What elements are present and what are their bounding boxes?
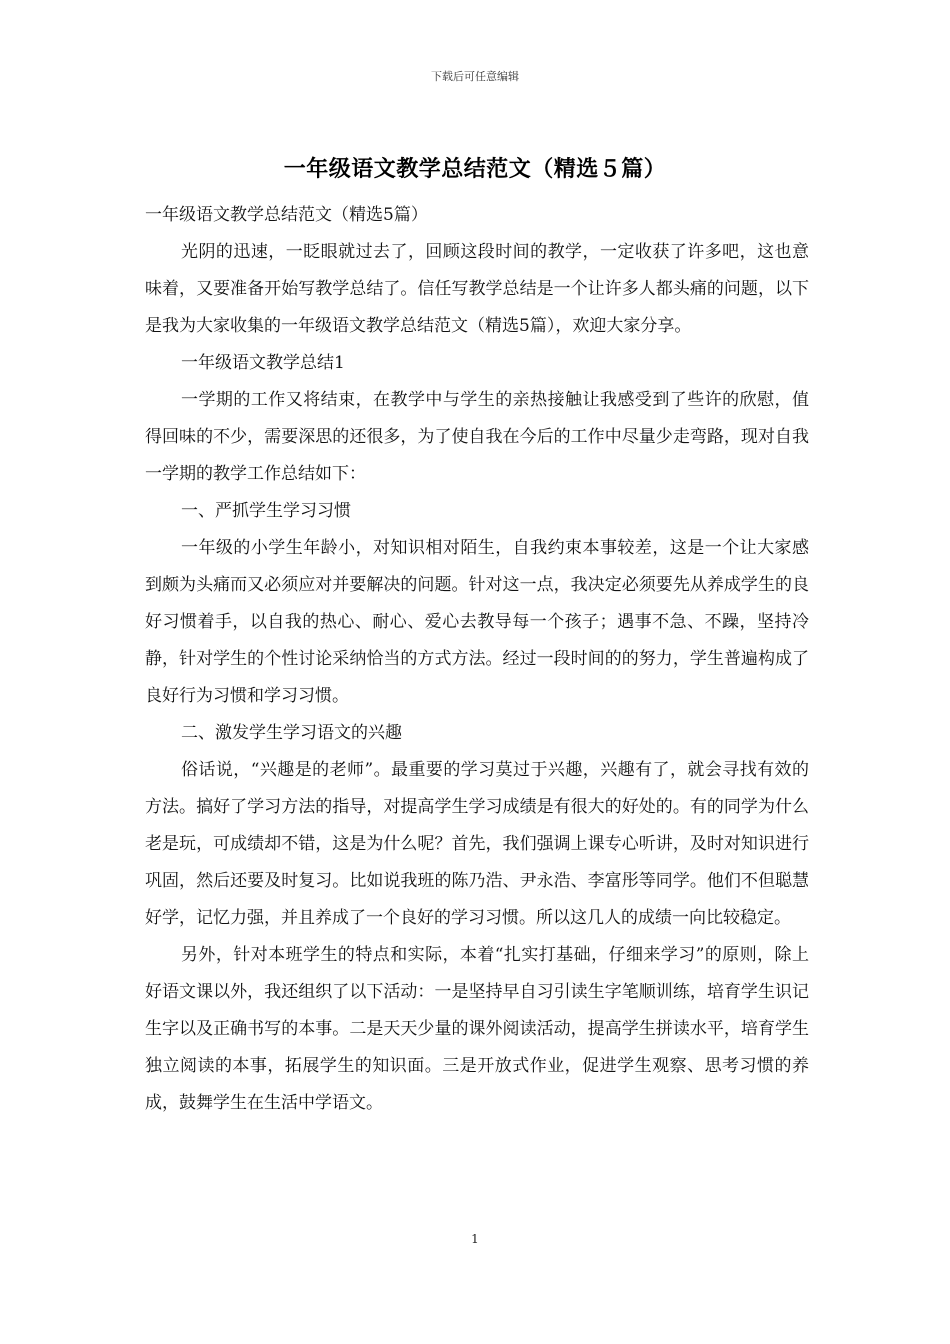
- paragraph: 一学期的工作又将结束，在教学中与学生的亲热接触让我感受到了些许的欣慰，值得回味的不少，需要深思的还很多，为了使自我在今后的工作中尽量少走弯路，现对自我一学期的教学工作总结如下：: [145, 390, 809, 484]
- section-heading: 一、严抓学生学习习惯: [181, 501, 351, 521]
- paragraph: 另外，针对本班学生的特点和实际，本着“扎实打基础，仔细来学习”的原则，除上好语文课以外，我还组织了以下活动：一是坚持早自习引读生字笔顺训练，培育学生识记生字以及正确书写的本事。二是天天少量的课外阅读活动，提高学生拼读水平，培育学生独立阅读的本事，拓展学生的知识面。三是开放式作业，促进学生观察、思考习惯的养成，鼓舞学生在生活中学语文。: [145, 945, 809, 1113]
- page-number: 1: [471, 1232, 479, 1246]
- document-title: 一年级语文教学总结范文（精选５篇）: [283, 157, 667, 182]
- section-heading: 二、激发学生学习语文的兴趣: [181, 723, 402, 743]
- paragraph: 俗话说，“兴趣是的老师”。最重要的学习莫过于兴趣，兴趣有了，就会寻找有效的方法。搞好了学习方法的指导，对提高学生学习成绩是有很大的好处的。有的同学为什么老是玩，可成绩却不错，这是为什么呢？首先，我们强调上课专心听讲，及时对知识进行巩固，然后还要及时复习。比如说我班的陈乃浩、尹永浩、李富彤等同学。他们不但聪慧好学，记忆力强，并且养成了一个良好的学习习惯。所以这几人的成绩一向比较稳定。: [145, 760, 809, 928]
- paragraph-intro: 光阴的迅速，一眨眼就过去了，回顾这段时间的教学，一定收获了许多吧，这也意味着，又要准备开始写教学总结了。信任写教学总结是一个让许多人都头痛的问题，以下是我为大家收集的一年级语文教学总结范文（精选5篇），欢迎大家分享。: [145, 242, 809, 336]
- paragraph: 一年级的小学生年龄小，对知识相对陌生，自我约束本事较差，这是一个让大家感到颇为头痛而又必须应对并要解决的问题。针对这一点，我决定必须要先从养成学生的良好习惯着手，以自我的热心、耐心、爱心去教导每一个孩子；遇事不急、不躁，坚持冷静，针对学生的个性讨论采纳恰当的方式方法。经过一段时间的的努力，学生普遍构成了良好行为习惯和学习习惯。: [145, 538, 809, 706]
- document-body: [145, 197, 809, 1122]
- document-subtitle: 一年级语文教学总结范文（精选5篇）: [145, 205, 428, 225]
- header-note: 下载后可任意编辑: [431, 70, 519, 83]
- section-heading: 一年级语文教学总结1: [181, 353, 345, 373]
